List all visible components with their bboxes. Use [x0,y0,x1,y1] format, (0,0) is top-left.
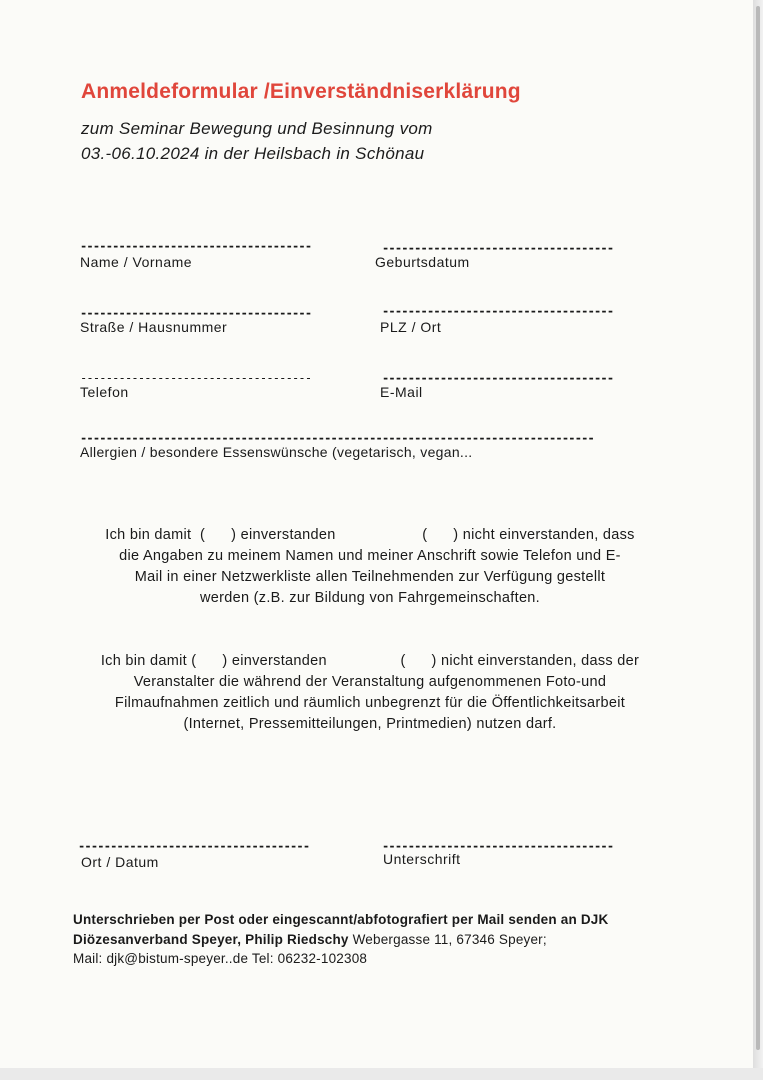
footer-line-1: Unterschrieben per Post oder eingescannt/abfotografiert per Mail senden an DJK [73,912,609,927]
email-label: E-Mail [380,384,423,400]
signature-label: Unterschrift [383,851,461,867]
place-date-label: Ort / Datum [81,854,159,870]
place-date-line: ------------------------------------ [78,840,310,852]
consent-contact-list: Ich bin damit ( ) einverstanden ( ) nicht einverstanden, dass die Angaben zu meinem Namen und meiner Anschrift sowie Telefon und E- Mail in einer Netzwerkliste allen Teilnehmenden zur Verfügung gestellt werden (z.B. zur Bildung von Fahrgemeinschaften. [60,525,680,609]
seminar-subtitle-line-2: 03.-06.10.2024 in der Heilsbach in Schönau [81,144,425,163]
birthdate-label: Geburtsdatum [375,254,470,270]
name-line: ------------------------------------ [80,240,312,252]
birthdate-line: ------------------------------------ [382,242,614,254]
allergies-line: -------------------------------------------------------------------------------- [80,432,594,444]
phone-line: ------------------------------------ [80,372,312,384]
horizontal-scrollbar[interactable] [0,1068,763,1080]
agree-checkbox-1[interactable]: ( ) [200,527,237,543]
agree-checkbox-2[interactable]: ( ) [191,653,228,669]
scrollbar-thumb[interactable] [756,6,760,1050]
street-line: ------------------------------------ [80,307,312,319]
email-line: ------------------------------------ [382,372,614,384]
disagree-checkbox-1[interactable]: ( ) [422,527,459,543]
consent-media-usage: Ich bin damit ( ) einverstanden ( ) nicht einverstanden, dass der Veranstalter die während der Veranstaltung aufgenommenen Foto-und Filmaufnahmen zeitlich und räumlich unbegrenzt für die Öffentlichkeitsarbeit (Internet, Pressemitteilungen, Printmedien) nutzen darf. [60,651,680,735]
signature-line: ------------------------------------ [382,840,614,852]
city-label: PLZ / Ort [380,319,442,335]
phone-label: Telefon [80,384,129,400]
allergies-label: Allergien / besondere Essenswünsche (vegetarisch, vegan... [80,444,473,460]
form-title: Anmeldeformular /Einverständniserklärung [81,80,521,103]
seminar-subtitle-line-1: zum Seminar Bewegung und Besinnung vom [81,119,433,138]
footer-contact: Mail: djk@bistum-speyer..de Tel: 06232-102308 [73,951,368,966]
consent-media-choice-line: Ich bin damit ( ) einverstanden ( ) nicht einverstanden, dass der [100,653,640,669]
consent-contact-choice-line: Ich bin damit ( ) einverstanden ( ) nicht einverstanden, dass [105,527,635,543]
name-label: Name / Vorname [80,254,193,270]
disagree-checkbox-2[interactable]: ( ) [400,653,437,669]
street-label: Straße / Hausnummer [80,319,228,335]
footer-line-2: Diözesanverband Speyer, Philip Riedschy Webergasse 11, 67346 Speyer; [73,932,547,947]
vertical-scrollbar[interactable] [753,0,763,1080]
city-line: ------------------------------------ [382,305,614,317]
